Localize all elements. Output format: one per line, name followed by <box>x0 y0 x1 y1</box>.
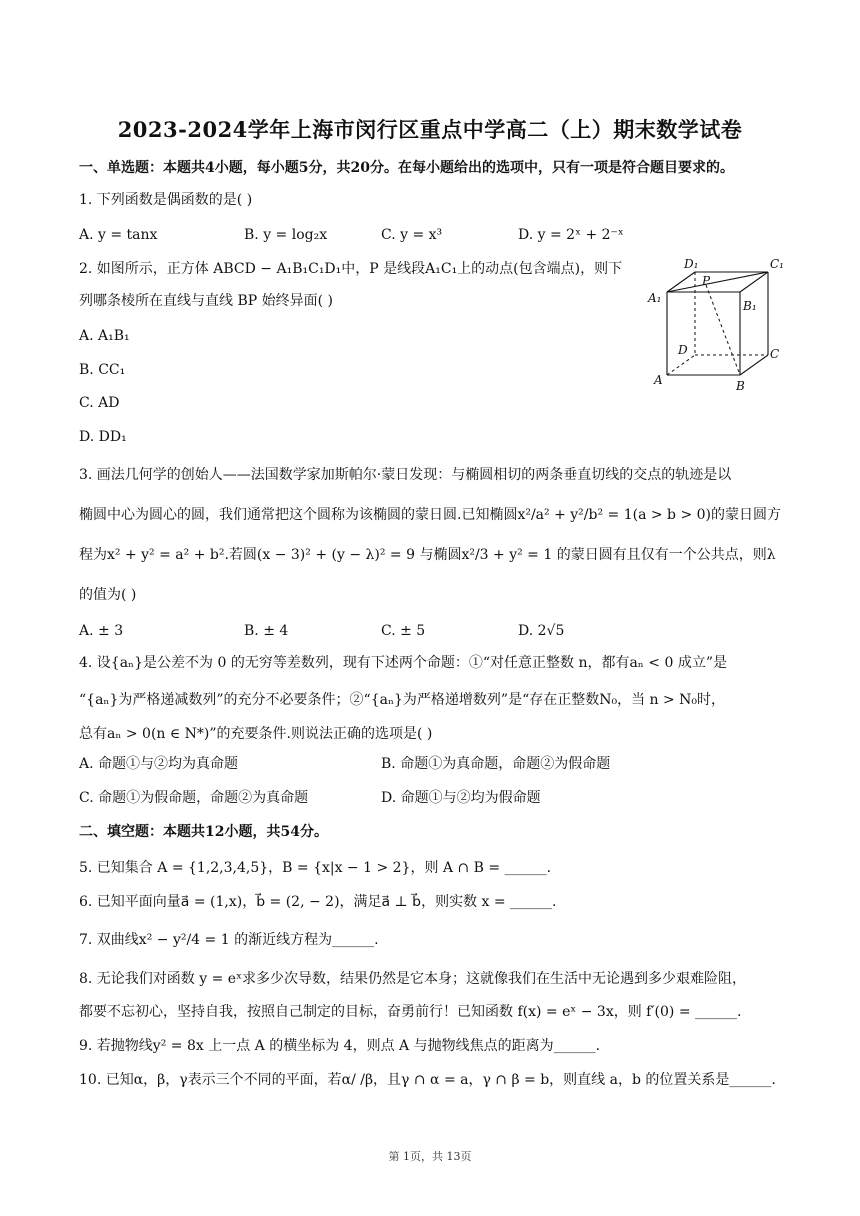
q4-line-3: 总有aₙ > 0(n ∈ N*)”的充要条件.则说法正确的选项是( ) <box>79 726 433 742</box>
q4-line-1: 4. 设{aₙ}是公差不为 0 的无穷等差数列，现有下述两个命题：①“对任意正整数 n，都有aₙ < 0 成立”是 <box>79 655 728 671</box>
cube-figure <box>640 254 785 399</box>
q8-line-2: 都要不忘初心，坚持自我，按照自己制定的目标，奋勇前行！已知函数 f(x) = eˣ − 3x，则 f′(0) = ______. <box>79 1004 742 1020</box>
q9-text: 9. 若抛物线y² = 8x 上一点 A 的横坐标为 4，则点 A 与抛物线焦点的距离为______. <box>79 1038 601 1054</box>
q6-text: 6. 已知平面向量a⃗ = (1,x)，b⃗ = (2, − 2)，满足a⃗ ⊥ b⃗，则实数 x = ______. <box>79 894 557 910</box>
q3-option-a: A. ± 3 <box>79 623 124 639</box>
q3-line-3: 程为x² + y² = a² + b².若圆(x − 3)² + (y − λ)² = 9 与椭圆x²/3 + y² = 1 的蒙日圆有且仅有一个公共点，则λ <box>79 547 776 563</box>
q10-text: 10. 已知α，β，γ表示三个不同的平面，若α/ /β，且γ ∩ α = a，γ ∩ β = b，则直线 a，b 的位置关系是______. <box>79 1072 776 1088</box>
q2-option-c: C. AD <box>79 395 120 411</box>
q4-option-b: B. 命题①为真命题，命题②为假命题 <box>381 756 611 772</box>
label-d: D <box>678 343 688 357</box>
q3-option-b: B. ± 4 <box>244 623 289 639</box>
section-2-heading: 二、填空题：本题共12小题，共54分。 <box>79 824 328 840</box>
exam-title: 2023-2024学年上海市闵行区重点中学高二（上）期末数学试卷 <box>117 117 743 142</box>
q8-line-1: 8. 无论我们对函数 y = eˣ求多少次导数，结果仍然是它本身；这就像我们在生活中无论遇到多少艰难险阻， <box>79 971 747 987</box>
q1-option-c: C. y = x³ <box>381 227 443 243</box>
label-a1: A₁ <box>648 291 662 305</box>
label-d1: D₁ <box>684 257 699 271</box>
q3-line-1: 3. 画法几何学的创始人——法国数学家加斯帕尔·蒙日发现：与椭圆相切的两条垂直切线的交点的轨迹是以 <box>79 467 732 483</box>
q4-option-c: C. 命题①为假命题，命题②为真命题 <box>79 790 309 806</box>
q1-stem: 1. 下列函数是偶函数的是( ) <box>79 192 253 208</box>
q3-option-d: D. 2√5 <box>518 623 565 639</box>
label-a: A <box>654 373 663 387</box>
q4-option-d: D. 命题①与②均为假命题 <box>381 790 541 806</box>
q2-option-b: B. CC₁ <box>79 362 126 378</box>
q1-option-d: D. y = 2ˣ + 2⁻ˣ <box>518 227 624 243</box>
q4-line-2: “{aₙ}为严格递减数列”的充分不必要条件；②“{aₙ}为严格递增数列”是“存在正整数N₀，当 n > N₀时， <box>79 692 726 708</box>
label-c1: C₁ <box>770 257 784 271</box>
q1-option-b: B. y = log₂x <box>244 227 328 243</box>
q3-line-2: 椭圆中心为圆心的圆，我们通常把这个圆称为该椭圆的蒙日圆.已知椭圆x²/a² + y²/b² = 1(a > b > 0)的蒙日圆方 <box>79 507 782 523</box>
q5-text: 5. 已知集合 A = {1,2,3,4,5}，B = {x|x − 1 > 2}，则 A ∩ B = ______. <box>79 860 552 876</box>
q3-option-c: C. ± 5 <box>381 623 426 639</box>
q2-line-2: 列哪条棱所在直线与直线 BP 始终异面( ) <box>79 293 333 309</box>
section-1-heading: 一、单选题：本题共4小题，每小题5分，共20分。在每小题给出的选项中，只有一项是符合题目要求的。 <box>79 160 734 176</box>
page-footer: 第 1页，共 13页 <box>388 1150 472 1163</box>
q2-option-d: D. DD₁ <box>79 429 127 445</box>
q3-line-4: 的值为( ) <box>79 587 137 603</box>
label-b: B <box>736 379 745 393</box>
label-b1: B₁ <box>743 299 757 313</box>
q7-text: 7. 双曲线x² − y²/4 = 1 的渐近线方程为______. <box>79 932 379 948</box>
label-p: P <box>702 274 711 288</box>
q1-option-a: A. y = tanx <box>79 227 158 243</box>
label-c: C <box>770 347 780 361</box>
q2-option-a: A. A₁B₁ <box>79 328 130 344</box>
q2-line-1: 2. 如图所示，正方体 ABCD − A₁B₁C₁D₁中，P 是线段A₁C₁上的动点(包含端点)，则下 <box>79 261 623 277</box>
q4-option-a: A. 命题①与②均为真命题 <box>79 756 239 772</box>
